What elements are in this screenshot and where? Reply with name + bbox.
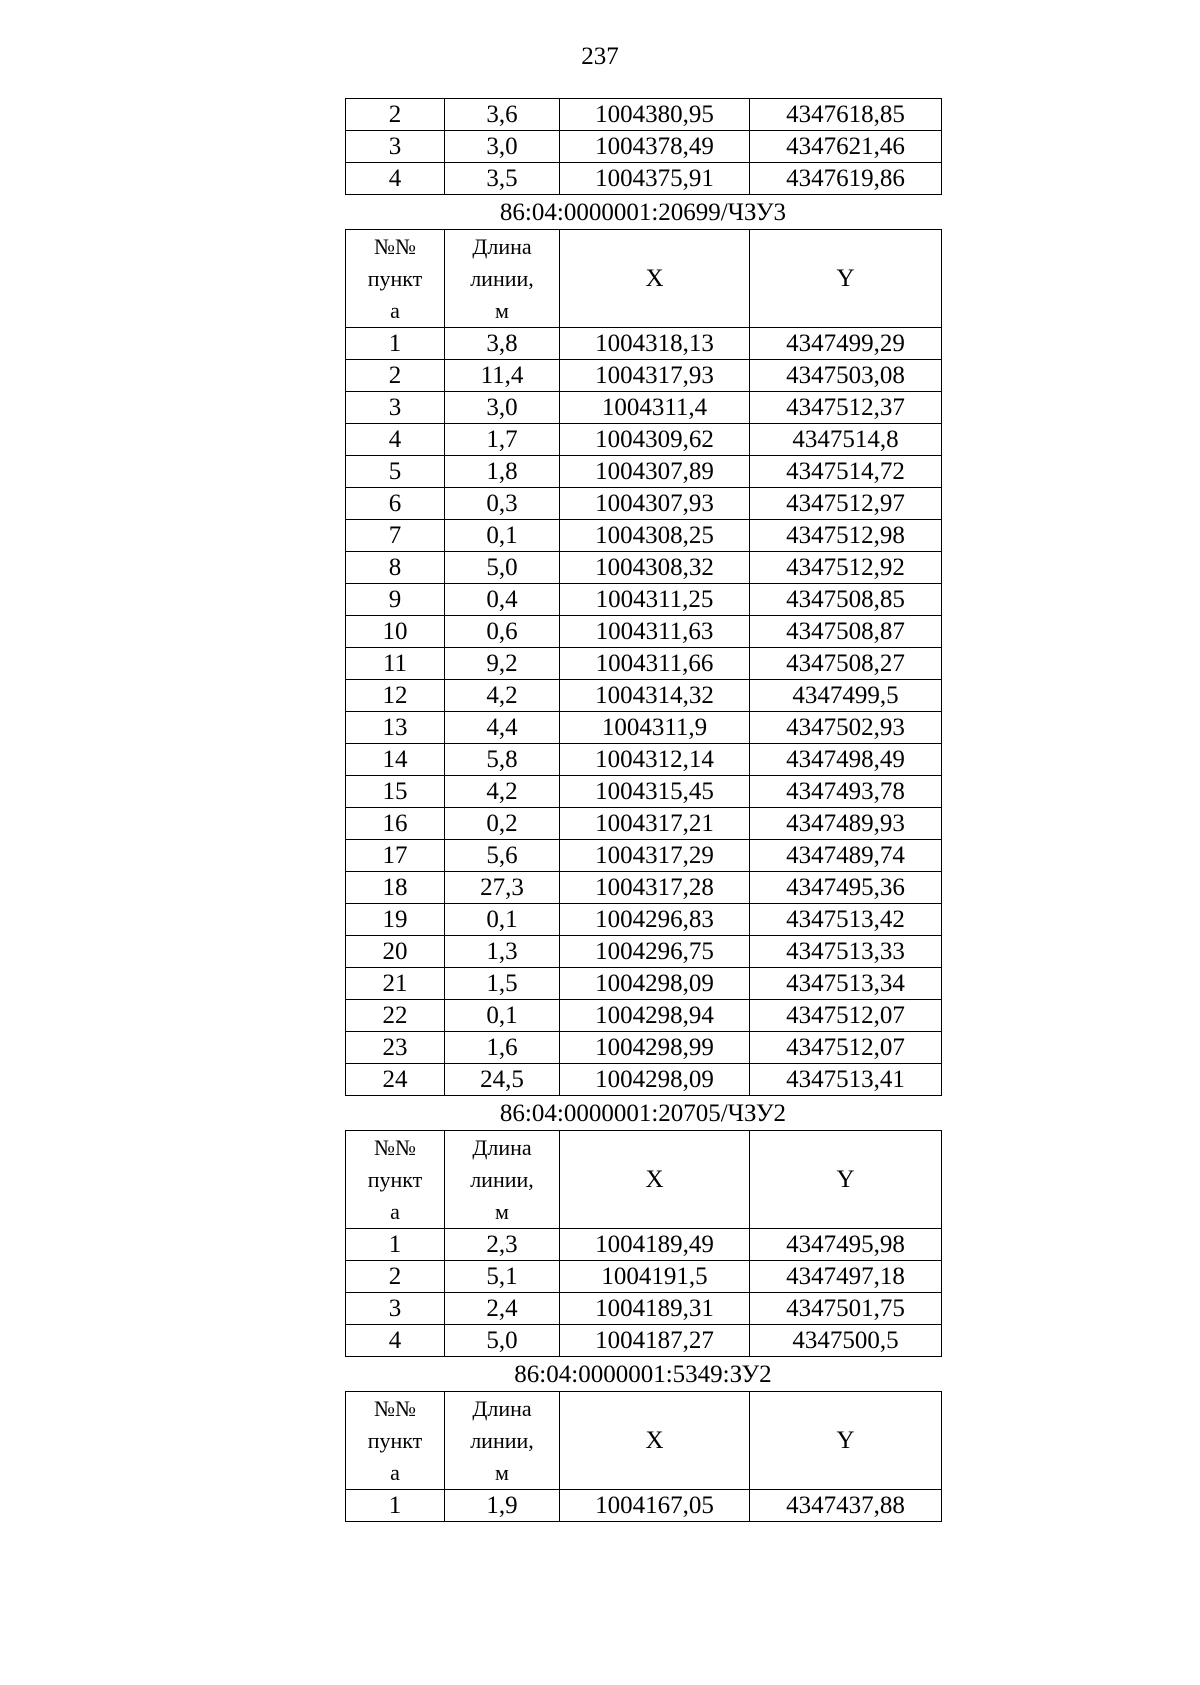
header-text-line: м — [495, 297, 509, 323]
line-length-cell: 3,6 — [445, 99, 560, 131]
section-title: 86:04:0000001:20705/ЧЗУ2 — [499, 1100, 787, 1127]
table-row — [346, 744, 942, 776]
line-length-cell: 9,2 — [445, 648, 560, 680]
header-text-line: пункт — [367, 1427, 423, 1453]
table-row — [346, 904, 942, 936]
table-row — [346, 488, 942, 520]
section-title: 86:04:0000001:20699/ЧЗУ3 — [499, 199, 787, 226]
x-coordinate-cell: 1004318,13 — [560, 328, 750, 360]
point-number-cell: 23 — [346, 1032, 445, 1064]
line-length-cell: 4,2 — [445, 776, 560, 808]
x-coordinate-cell: 1004378,49 — [560, 131, 750, 163]
line-length-cell: 3,0 — [445, 392, 560, 424]
y-coordinate-cell: 4347512,07 — [750, 1032, 942, 1064]
header-text-line: Длина — [472, 233, 532, 259]
table-row — [346, 1229, 942, 1261]
line-length-cell: 24,5 — [445, 1064, 560, 1096]
line-length-cell: 4,2 — [445, 680, 560, 712]
line-length-cell: 0,1 — [445, 904, 560, 936]
table-row — [346, 520, 942, 552]
point-number-cell: 7 — [346, 520, 445, 552]
header-y: Y — [750, 1131, 942, 1229]
x-coordinate-cell: 1004317,28 — [560, 872, 750, 904]
x-coordinate-cell: 1004317,93 — [560, 360, 750, 392]
line-length-cell: 3,0 — [445, 131, 560, 163]
table-body — [346, 328, 942, 1096]
x-coordinate-cell: 1004298,99 — [560, 1032, 750, 1064]
x-coordinate-cell: 1004307,93 — [560, 488, 750, 520]
line-length-cell: 0,2 — [445, 808, 560, 840]
coordinates-table — [345, 1391, 942, 1522]
line-length-cell: 0,4 — [445, 584, 560, 616]
y-coordinate-cell: 4347621,46 — [750, 131, 942, 163]
point-number-cell: 8 — [346, 552, 445, 584]
table-row — [346, 616, 942, 648]
table-row — [346, 1261, 942, 1293]
line-length-cell: 5,1 — [445, 1261, 560, 1293]
section-title: 86:04:0000001:5349:ЗУ2 — [514, 1361, 772, 1388]
table-row — [346, 1032, 942, 1064]
point-number-cell: 15 — [346, 776, 445, 808]
table-header — [346, 1392, 942, 1490]
y-coordinate-cell: 4347503,08 — [750, 360, 942, 392]
point-number-cell: 13 — [346, 712, 445, 744]
table-body — [346, 99, 942, 195]
y-coordinate-cell: 4347513,41 — [750, 1064, 942, 1096]
point-number-cell: 1 — [346, 1229, 445, 1261]
table-row — [346, 712, 942, 744]
line-length-cell: 2,4 — [445, 1293, 560, 1325]
point-number-cell: 17 — [346, 840, 445, 872]
header-text-line: Длина — [472, 1134, 532, 1160]
x-coordinate-cell: 1004317,29 — [560, 840, 750, 872]
y-coordinate-cell: 4347495,98 — [750, 1229, 942, 1261]
line-length-cell: 3,5 — [445, 163, 560, 195]
table-row — [346, 840, 942, 872]
x-coordinate-cell: 1004380,95 — [560, 99, 750, 131]
header-point-number — [346, 230, 445, 328]
y-coordinate-cell: 4347512,97 — [750, 488, 942, 520]
coordinates-table — [345, 229, 942, 1096]
point-number-cell: 2 — [346, 360, 445, 392]
table-row — [346, 163, 942, 195]
line-length-cell: 5,6 — [445, 840, 560, 872]
continuation-table — [345, 98, 942, 195]
y-coordinate-cell: 4347500,5 — [750, 1325, 942, 1357]
y-coordinate-cell: 4347513,34 — [750, 968, 942, 1000]
y-coordinate-cell: 4347495,36 — [750, 872, 942, 904]
line-length-cell: 5,0 — [445, 552, 560, 584]
line-length-cell: 2,3 — [445, 1229, 560, 1261]
y-coordinate-cell: 4347512,07 — [750, 1000, 942, 1032]
y-coordinate-cell: 4347502,93 — [750, 712, 942, 744]
point-number-cell: 24 — [346, 1064, 445, 1096]
point-number-cell: 3 — [346, 1293, 445, 1325]
table-row — [346, 1000, 942, 1032]
table-row — [346, 808, 942, 840]
table-row — [346, 776, 942, 808]
y-coordinate-cell: 4347619,86 — [750, 163, 942, 195]
line-length-cell: 1,3 — [445, 936, 560, 968]
x-coordinate-cell: 1004308,32 — [560, 552, 750, 584]
line-length-cell: 11,4 — [445, 360, 560, 392]
line-length-cell: 1,9 — [445, 1490, 560, 1522]
table-row — [346, 424, 942, 456]
table-row — [346, 131, 942, 163]
x-coordinate-cell: 1004317,21 — [560, 808, 750, 840]
table-row — [346, 968, 942, 1000]
coordinates-table — [345, 1130, 942, 1357]
header-text-line: №№ — [374, 1395, 416, 1421]
x-coordinate-cell: 1004296,75 — [560, 936, 750, 968]
point-number-cell: 18 — [346, 872, 445, 904]
y-coordinate-cell: 4347498,49 — [750, 744, 942, 776]
header-text-line: линии, — [470, 265, 534, 291]
table-header-row — [346, 1392, 942, 1490]
point-number-cell: 11 — [346, 648, 445, 680]
x-coordinate-cell: 1004296,83 — [560, 904, 750, 936]
line-length-cell: 5,8 — [445, 744, 560, 776]
table-header — [346, 230, 942, 328]
x-coordinate-cell: 1004191,5 — [560, 1261, 750, 1293]
header-y: Y — [750, 1392, 942, 1490]
header-text-line: м — [495, 1198, 509, 1224]
line-length-cell: 1,5 — [445, 968, 560, 1000]
x-coordinate-cell: 1004311,25 — [560, 584, 750, 616]
table-row — [346, 936, 942, 968]
header-x: X — [560, 1131, 750, 1229]
line-length-cell: 1,7 — [445, 424, 560, 456]
header-point-number — [346, 1131, 445, 1229]
x-coordinate-cell: 1004298,09 — [560, 1064, 750, 1096]
x-coordinate-cell: 1004187,27 — [560, 1325, 750, 1357]
table-body — [346, 1490, 942, 1522]
point-number-cell: 2 — [346, 99, 445, 131]
table-row — [346, 1325, 942, 1357]
table-row — [346, 680, 942, 712]
x-coordinate-cell: 1004307,89 — [560, 456, 750, 488]
y-coordinate-cell: 4347514,8 — [750, 424, 942, 456]
point-number-cell: 3 — [346, 131, 445, 163]
point-number-cell: 21 — [346, 968, 445, 1000]
table-row — [346, 360, 942, 392]
line-length-cell: 27,3 — [445, 872, 560, 904]
point-number-cell: 5 — [346, 456, 445, 488]
y-coordinate-cell: 4347489,93 — [750, 808, 942, 840]
line-length-cell: 1,8 — [445, 456, 560, 488]
y-coordinate-cell: 4347437,88 — [750, 1490, 942, 1522]
x-coordinate-cell: 1004298,94 — [560, 1000, 750, 1032]
x-coordinate-cell: 1004167,05 — [560, 1490, 750, 1522]
table-row — [346, 392, 942, 424]
y-coordinate-cell: 4347512,92 — [750, 552, 942, 584]
header-line-length — [445, 230, 560, 328]
point-number-cell: 3 — [346, 392, 445, 424]
table-row — [346, 1490, 942, 1522]
table-row — [346, 584, 942, 616]
y-coordinate-cell: 4347512,98 — [750, 520, 942, 552]
header-text-line: а — [390, 1459, 400, 1485]
header-x: X — [560, 230, 750, 328]
table-row — [346, 1064, 942, 1096]
y-coordinate-cell: 4347489,74 — [750, 840, 942, 872]
x-coordinate-cell: 1004375,91 — [560, 163, 750, 195]
section-list — [345, 195, 941, 1522]
x-coordinate-cell: 1004315,45 — [560, 776, 750, 808]
point-number-cell: 1 — [346, 328, 445, 360]
header-text-line: №№ — [374, 1134, 416, 1160]
y-coordinate-cell: 4347513,42 — [750, 904, 942, 936]
header-x: X — [560, 1392, 750, 1490]
header-text-line: а — [390, 1198, 400, 1224]
x-coordinate-cell: 1004189,31 — [560, 1293, 750, 1325]
x-coordinate-cell: 1004311,9 — [560, 712, 750, 744]
point-number-cell: 1 — [346, 1490, 445, 1522]
point-number-cell: 12 — [346, 680, 445, 712]
page-number: 237 — [581, 43, 619, 70]
x-coordinate-cell: 1004311,66 — [560, 648, 750, 680]
table-body — [346, 1229, 942, 1357]
y-coordinate-cell: 4347508,27 — [750, 648, 942, 680]
point-number-cell: 16 — [346, 808, 445, 840]
table-header-row — [346, 1131, 942, 1229]
y-coordinate-cell: 4347512,37 — [750, 392, 942, 424]
point-number-cell: 14 — [346, 744, 445, 776]
point-number-cell: 9 — [346, 584, 445, 616]
x-coordinate-cell: 1004189,49 — [560, 1229, 750, 1261]
line-length-cell: 0,3 — [445, 488, 560, 520]
header-point-number — [346, 1392, 445, 1490]
x-coordinate-cell: 1004309,62 — [560, 424, 750, 456]
header-y: Y — [750, 230, 942, 328]
point-number-cell: 20 — [346, 936, 445, 968]
x-coordinate-cell: 1004308,25 — [560, 520, 750, 552]
point-number-cell: 6 — [346, 488, 445, 520]
table-row — [346, 1293, 942, 1325]
header-text-line: пункт — [367, 265, 423, 291]
header-text-line: линии, — [470, 1166, 534, 1192]
y-coordinate-cell: 4347508,87 — [750, 616, 942, 648]
x-coordinate-cell: 1004311,4 — [560, 392, 750, 424]
y-coordinate-cell: 4347499,29 — [750, 328, 942, 360]
table-row — [346, 552, 942, 584]
point-number-cell: 22 — [346, 1000, 445, 1032]
header-line-length — [445, 1131, 560, 1229]
table-row — [346, 99, 942, 131]
table-header — [346, 1131, 942, 1229]
y-coordinate-cell: 4347493,78 — [750, 776, 942, 808]
line-length-cell: 4,4 — [445, 712, 560, 744]
y-coordinate-cell: 4347497,18 — [750, 1261, 942, 1293]
line-length-cell: 0,1 — [445, 1000, 560, 1032]
y-coordinate-cell: 4347499,5 — [750, 680, 942, 712]
point-number-cell: 4 — [346, 424, 445, 456]
header-text-line: пункт — [367, 1166, 423, 1192]
line-length-cell: 5,0 — [445, 1325, 560, 1357]
point-number-cell: 10 — [346, 616, 445, 648]
point-number-cell: 19 — [346, 904, 445, 936]
line-length-cell: 0,1 — [445, 520, 560, 552]
point-number-cell: 2 — [346, 1261, 445, 1293]
document-content — [345, 98, 941, 1522]
y-coordinate-cell: 4347513,33 — [750, 936, 942, 968]
line-length-cell: 1,6 — [445, 1032, 560, 1064]
table-row — [346, 872, 942, 904]
header-line-length — [445, 1392, 560, 1490]
x-coordinate-cell: 1004312,14 — [560, 744, 750, 776]
header-text-line: а — [390, 297, 400, 323]
table-row — [346, 456, 942, 488]
header-text-line: линии, — [470, 1427, 534, 1453]
point-number-cell: 4 — [346, 163, 445, 195]
y-coordinate-cell: 4347508,85 — [750, 584, 942, 616]
table-row — [346, 328, 942, 360]
y-coordinate-cell: 4347501,75 — [750, 1293, 942, 1325]
line-length-cell: 3,8 — [445, 328, 560, 360]
x-coordinate-cell: 1004311,63 — [560, 616, 750, 648]
header-text-line: №№ — [374, 233, 416, 259]
y-coordinate-cell: 4347618,85 — [750, 99, 942, 131]
x-coordinate-cell: 1004298,09 — [560, 968, 750, 1000]
header-text-line: Длина — [472, 1395, 532, 1421]
point-number-cell: 4 — [346, 1325, 445, 1357]
y-coordinate-cell: 4347514,72 — [750, 456, 942, 488]
header-text-line: м — [495, 1459, 509, 1485]
table-header-row — [346, 230, 942, 328]
x-coordinate-cell: 1004314,32 — [560, 680, 750, 712]
table-row — [346, 648, 942, 680]
line-length-cell: 0,6 — [445, 616, 560, 648]
